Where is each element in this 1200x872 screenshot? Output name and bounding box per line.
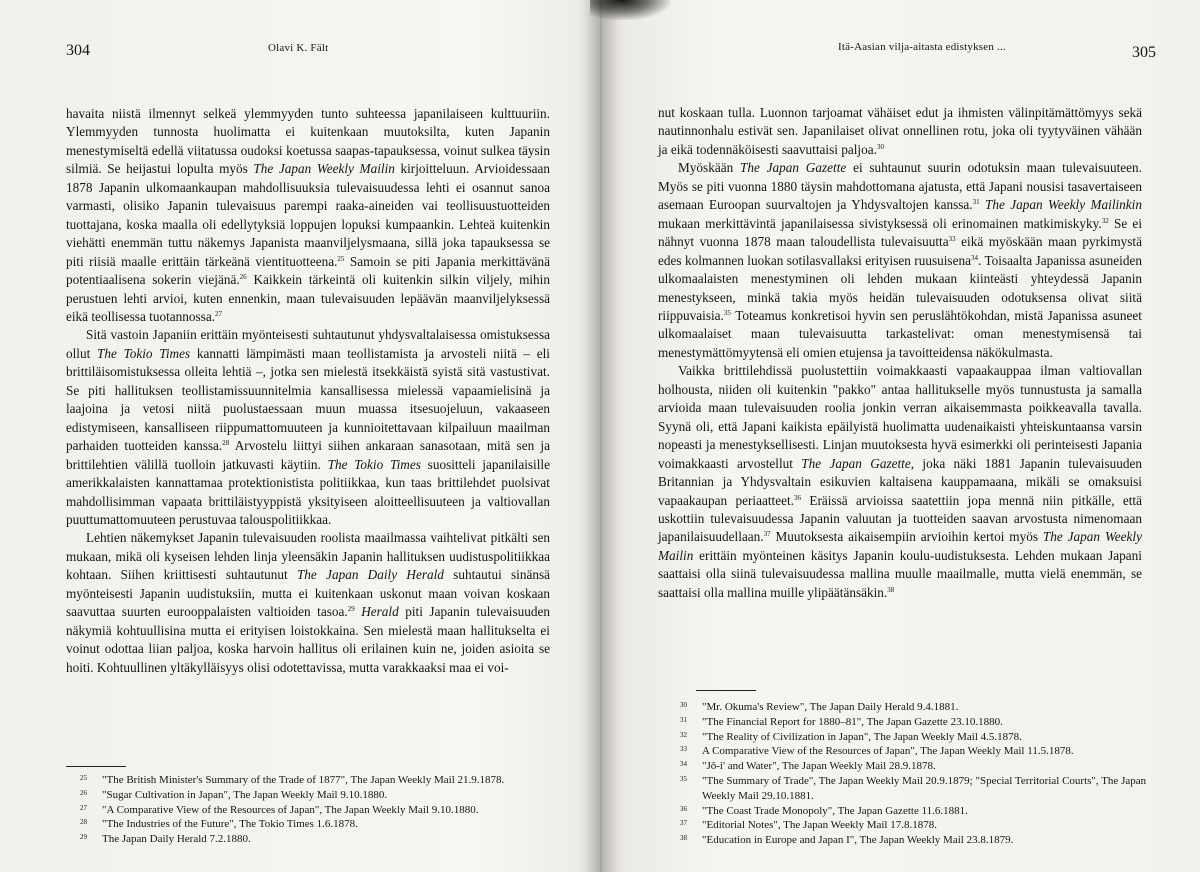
footnote (80, 832, 556, 847)
footnote-text: "Mr. Okuma's Review", The Japan Daily Herald 9.4.1881. (702, 701, 959, 713)
text-run: suositteli japanilaisille amerikkalaisten kannattamaa protektionistista politiikkaa, kun taas brittilehdet puolsivat mahdollisimman vapaata brittiläistyyppistä yksityiseen aloitteellisuuteen ja valtiovallan puuttumattomuuteen perustuvaa talouspolitiikkaa. (66, 456, 550, 527)
text-run: suhtautui sinänsä myönteisesti Japanin uudistuksiin, mutta ei kuitenkaan uskonut maan voivan koskaan saavuttaa suurten eurooppalaisten valtioiden tasoa. (66, 567, 551, 620)
text-run: erittäin myönteinen käsitys Japanin koulu-uudistuksesta. Lehden mukaan Japani saattaisi olla siinä tulevaisuudessa mallina muulle maailmalle, mutta vielä enemmän, se saattaisi olla mallina muille ylipäätänsäkin. (658, 547, 1142, 600)
body-text (658, 104, 1142, 602)
paragraph (66, 326, 550, 529)
publication-title: The Tokio Times (97, 345, 191, 361)
footnote-ref: 30 (876, 142, 884, 151)
footnote-number: 27 (80, 803, 87, 812)
footnote-number: 25 (80, 774, 87, 782)
footnote-text: "The Reality of Civilization in Japan", The Japan Weekly Mail 4.5.1878. (702, 730, 1022, 743)
footnote (680, 759, 1164, 774)
publication-title: The Japan Weekly Mailin (253, 161, 395, 177)
publication-title: The Japan Daily Herald (296, 567, 444, 583)
footnote-text: "A Comparative View of the Resources of Japan", The Japan Weekly Mail 9.10.1880. (102, 803, 479, 816)
text-run: eikä myöskään maan pyrkimystä edes kolmannen luokan sotilasvallaksi erityisen ruusuisena (658, 234, 1142, 268)
text-run: Se ei nähnyt vuonna 1878 maan taloudellista tulevaisuutta (658, 215, 1142, 250)
publication-title: The Tokio Times (327, 456, 421, 472)
text-run: Samoin se piti Japania merkittävänä potentiaalisena sokerin viejänä. (66, 253, 550, 288)
footnote-text: "The Industries of the Future", The Tokio Times 1.6.1878. (102, 818, 358, 831)
text-run: Arvostelu liittyi siihen ankaraan sanasotaan, mitä sen ja brittilehtien välillä tuolloin jatkuvasti käytiin. (66, 438, 550, 472)
text-run: , joka näki 1881 Japanin tulevaisuuden Britannian ja Yhdysvaltain esikuvien kaltaisena kauppamaana, mikäli se omaksuisi vapaakaupan periaatteet. (658, 455, 1142, 508)
footnote (680, 700, 1164, 715)
footnote-ref: 37 (763, 530, 771, 539)
text-run: kirjoitteluun. Arvioidessaan 1878 Japanin ulkomaankaupan mahdollisuuksia tulevaisuudessa lehti ei osannut sanoa varmasti, olisiko Japanin tulevaisuus parempi raaka-aineiden vai teollisuustuotteiden tuottajana, koska maalla oli edellytyksiä loppujen lopuksi kumpaankin. Lehteä kuitenkin viehätti enemmän tuttu näkemys Japanista maanviljelysmaana, sillä joka tapauksessa se piti riisiä maalle erittäin tärkeänä vientituotteena. (66, 161, 550, 269)
footnote-number: 30 (680, 701, 687, 709)
page-number: 304 (66, 42, 90, 59)
text-run: Vaikka brittilehdissä puolustettiin voimakkaasti vapaakauppaa ilman valtiovallan holhousta, niiden oli kuitenkin "pakko" antaa hallitukselle myös tunnustusta ja samalla arvioida maan tulevaisuuden roolia jonkin verran aikaisemmasta poikkeavalla tavalla. Syynä oli, että Japani kaikista epäilyistä huolimatta uudenaikaisti yhteiskuntaansa varsin nopeasti ja menestyksellisesti. Linjan muutoksesta hyvä esimerkki oli perinteisesti Japania voimakkaasti arvostellut (658, 363, 1142, 471)
footnote-text: "Jō-i' and Water", The Japan Weekly Mail 28.9.1878. (702, 760, 936, 773)
footnote-ref: 28 (222, 439, 230, 448)
text-run: kannatti lämpimästi maan teollistamista ja arvosteli niitä – eli brittiläisomistuksessa olleita lehtiä –, jotka sen mielestä itsekkäistä syistä sitä vastustivat. Se piti hallituksen teollistamissuunnitelmia kansallisessa mielessä vapaamielisinä ja laajoina ja vetosi niitä puolustaessaan muun muassa itsesuojeluun, vakaaseen edistymiseen, kansalliseen riippumattomuuteen ja kunnioitettavaan kilpailuun maailman parhaiden tuotteiden kanssa. (66, 345, 550, 454)
footnote-ref: 32 (1101, 216, 1109, 225)
text-run: Eräissä arvioissa saatettiin jopa mennä niin pitkälle, että uskottiin tulevaisuudessa Japanin valuutan ja tuotteiden saavan arvostusta nimenomaan japanilaisuudellaan. (658, 492, 1142, 545)
text-run: ei suhtaunut suurin odotuksin maan tulevaisuuteen. Myös se piti vuonna 1880 täysin mahdottomana ajatusta, että Japani nousisi tasavertaiseen asemaan Euroopan suurvaltojen ja Yhdysvaltojen kanssa. (658, 160, 1142, 213)
text-run: Lehtien näkemykset Japanin tulevaisuuden roolista maailmassa vaihtelivat pitkälti sen mukaan, mikä oli kyseisen lehden linja yleensäkin Japanin hallituksen uudistuspolitiikkaa kohtaan. Siihen kriittisesti suhtautunut (66, 530, 550, 583)
paragraph (66, 529, 550, 677)
footnote (680, 818, 1164, 833)
footnote-ref: 35 (723, 308, 731, 317)
text-run: Kaikkein tärkeintä oli kuitenkin silkin viljely, mihin perustuen lehti arvioi, kuten ennenkin, maan tulevaisuuden lepäävän maanviljelyksessä eikä teollisessa tuotannossa. (66, 272, 550, 324)
publication-title: The Japan Gazette (739, 160, 847, 176)
text-run: piti Japanin tulevaisuuden näkymiä kohtuullisina mutta ei erityisen loistokkaina. Sen mielestä maan hallitukselta ei voinut odottaa liian paljoa, koska harvoin hallitus oli erilainen kuin ne, joiden asioita se hoiti. Kohtuullinen yltäkylläisyys olisi odotettavissa, mutta varakkaaksi maa ei voi- (66, 604, 550, 675)
footnote (680, 715, 1164, 730)
footnote-ref: 33 (948, 235, 956, 244)
paragraph (66, 105, 550, 326)
running-head: Olavi K. Fält (268, 42, 329, 54)
footnote-ref: 36 (794, 493, 801, 502)
footnote-rule (66, 766, 126, 767)
footnote-ref: 25 (337, 254, 345, 263)
footnote (80, 803, 556, 818)
footnote-ref: 34 (970, 253, 978, 262)
footnote-number: 33 (680, 745, 687, 754)
footnote (680, 744, 1164, 759)
footnote-rule (696, 690, 756, 691)
footnote-number: 35 (680, 774, 687, 783)
footnote-number: 28 (80, 818, 87, 827)
footnote-text: The Japan Daily Herald 7.2.1880. (102, 833, 251, 846)
right-page (600, 0, 1200, 872)
footnote (80, 788, 556, 803)
text-run: Toteamus konkretisoi hyvin sen peruslähtökohdan, mistä Japanissa asuneet ulkomaalaiset maan tulevaisuutta tarkastelivat: oman menestymisensä tai menestymättömyytensä eli omien etujensa ja tavoitteidensa näkökulmasta. (658, 307, 1142, 360)
paragraph (658, 159, 1142, 362)
footnote (680, 730, 1164, 745)
footnotes (80, 773, 556, 847)
publication-title: The Japan Gazette (801, 455, 911, 471)
footnote (680, 774, 1164, 804)
footnote-ref: 27 (215, 309, 223, 318)
footnote-text: "Sugar Cultivation in Japan", The Japan Weekly Mail 9.10.1880. (102, 788, 388, 801)
text-run: havaita niistä ilmennyt selkeä ylemmyyden tunto suhteessa japanilaiseen kulttuuriin. Ylemmyyden tunnosta huolimatta ei kuitenkaan muutoksilta, kuten Japanin menestymiseltä edellä viitatussa oudoksi koetussa saapas-tapauksessa, voinut sulkea täysin silmiä. Se heijastui lopulta myös (66, 106, 550, 177)
footnote-number: 36 (680, 804, 687, 813)
page-number: 305 (1132, 44, 1156, 61)
footnote-number: 26 (80, 788, 87, 797)
footnote-text: "The Financial Report for 1880–81", The Japan Gazette 23.10.1880. (702, 715, 1003, 728)
footnote-text: "The Coast Trade Monopoly", The Japan Gazette 11.6.1881. (702, 804, 968, 817)
footnote (80, 773, 556, 788)
text-run: Sitä vastoin Japaniin erittäin myönteisesti suhtautunut yhdysvaltalaisessa omistuksessa ollut (66, 327, 550, 361)
footnote-text: "The British Minister's Summary of the Trade of 1877", The Japan Weekly Mail 21.9.1878. (102, 774, 505, 786)
footnotes (680, 700, 1164, 848)
footnote-number: 31 (680, 715, 687, 724)
footnote (680, 804, 1164, 819)
text-run: mukaan merkittävintä japanilaisessa sivistyksessä oli erinomainen matkimiskyky. (658, 215, 1102, 231)
footnote-ref: 31 (972, 198, 980, 207)
footnote (80, 817, 556, 832)
publication-title: The Japan Weekly Mailinkin (985, 197, 1142, 213)
footnote (680, 833, 1164, 848)
footnote-ref: 26 (239, 273, 247, 282)
footnote-ref: 29 (347, 605, 355, 614)
footnote-number: 37 (680, 819, 687, 828)
footnote-text: A Comparative View of the Resources of Japan", The Japan Weekly Mail 11.5.1878. (702, 745, 1074, 758)
footnote-number: 29 (80, 833, 87, 842)
paragraph (658, 104, 1142, 159)
footnote-ref: 38 (887, 585, 895, 594)
publication-title: The Japan Weekly Mailin (658, 529, 1142, 563)
running-head: Itä-Aasian vilja-aitasta edistyksen ... (838, 41, 1006, 53)
text-run: nut koskaan tulla. Luonnon tarjoamat vähäiset edut ja ihmisten välinpitämättömyys sekä nautinnonhalu estivät sen. Japanilaiset olivat onnellinen rotu, joka oli tyytyväinen vähään ja eikä todennäköisesti saavuttaisi paljoa. (658, 105, 1142, 157)
footnote-number: 38 (680, 834, 687, 843)
publication-title: Herald (361, 604, 399, 620)
body-text (66, 105, 550, 677)
footnote-text: "Education in Europe and Japan I", The Japan Weekly Mail 23.8.1879. (702, 834, 1014, 847)
footnote-text: "Editorial Notes", The Japan Weekly Mail 17.8.1878. (702, 819, 937, 832)
footnote-number: 32 (680, 730, 687, 739)
text-run: . Toisaalta Japanissa asuneiden ulkomaalaisten menestyminen oli lehden mukaan kiinteästi yhteydessä Japanin menestykseen, minkä takia myös heidän tulevaisuuden odotuksensa olivat siitä riippuvaisia. (658, 252, 1142, 323)
paragraph (658, 362, 1142, 602)
text-run: Muutoksesta aikaisempiin arvioihin kertoi myös (770, 529, 1043, 545)
text-run: Myöskään (678, 160, 740, 176)
footnote-number: 34 (680, 760, 687, 769)
footnote-text: "The Summary of Trade", The Japan Weekly Mail 20.9.1879; "Special Territorial Courts", The Japan Weekly Mail 29.10.1881. (702, 774, 1147, 802)
